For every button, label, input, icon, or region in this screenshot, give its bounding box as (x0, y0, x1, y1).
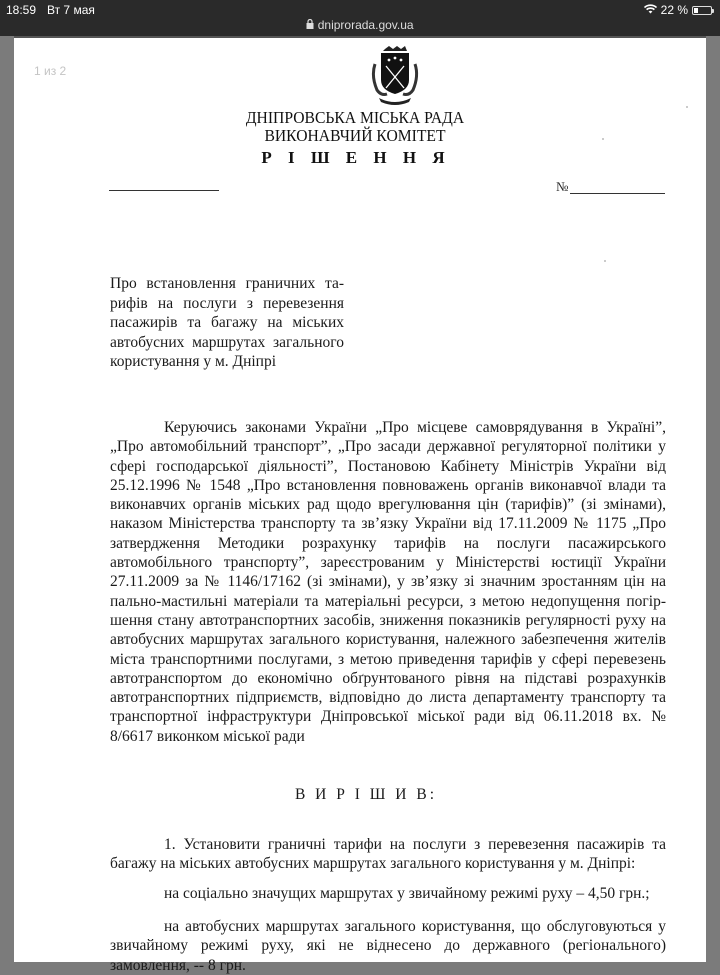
wifi-icon (644, 3, 657, 17)
status-bar (0, 0, 720, 36)
council-name: ДНІПРОВСЬКА МІСЬКА РАДА (245, 108, 465, 127)
status-time: 18:59 (6, 3, 37, 17)
number-label: № (556, 179, 569, 194)
number-blank-line (570, 193, 665, 194)
url-text[interactable]: dniprorada.gov.ua (317, 18, 414, 32)
tariff-social-routes: на соціально значущих маршрутах у звичайному режимі руху – 4,50 грн.; (164, 885, 650, 902)
url-bar[interactable] (0, 18, 720, 32)
decided-heading: В И Р І Ш И В: (294, 786, 438, 803)
item-1-paragraph: 1. Установити граничні тарифи на послуги з перевезення пасажирів та багажу на міських автобусних маршрутах загального користування у м. Дніпрі: (110, 836, 666, 873)
page-indicator: 1 из 2 (34, 64, 67, 78)
scan-speck (604, 260, 606, 262)
tariff-regular-routes: на автобусних маршрутах загального користування, що обслуговуються у звичайному режимі руху, які не віднесено до державного (регіонального) замовлення, -- 8 грн. (110, 918, 666, 974)
decision-subject: Про встановлення граничних та-рифів на послуги з перевезення пасажирів та багажу на міських автобусних маршрутах загального користування у м. Дніпрі (110, 275, 344, 370)
battery-percent: 22 % (660, 3, 688, 17)
status-date: Вт 7 мая (47, 3, 95, 17)
scan-speck (602, 138, 604, 140)
date-blank-line (109, 190, 219, 191)
scan-speck (686, 106, 688, 108)
committee-name: ВИКОНАВЧИЙ КОМІТЕТ (264, 126, 446, 145)
coat-of-arms-icon (367, 46, 423, 108)
preamble-paragraph: Керуючись законами України „Про місцеве самоврядування в Україні”, „Про автомобільний транспорт”, „Про засади державної регуляторної політики у сфері господарської діяльності”, Постановою Кабінету Міністрів України від 25.12.1996 № 1548 „Про встановлення повноважень органів виконавчої влади та виконавчих органів міських рад щодо врегулювання цін (тарифів)” (зі змінами), наказом Міністерства транспорту та зв’язку України від 17.11.2009 № 1175 „Про затвердження Методики розрахунку тарифів на послуги пасажирського автомобільного транспорту”, зареєстрованим у Міністерстві юстиції України 27.11.2009 за № 1146/17162 (зі змінами), у зв’язку зі значним зростанням цін на пально-мастильні матеріали та матеріальні ресурси, з метою недопущення погір-шення стану автотранспортних засобів, зниження показників регулярності руху на автобусних маршрутах загального користування, належного забезпечення жителів міста транспортними послугами, з метою приведення тарифів у сфері перевезень автотранспортом до економічно обґрунтованого рівня на підставі розрахунків автотранспортних підприємств, відповідно до листа департаменту транспорту та транспортної інфраструктури Дніпровської міської ради від 06.11.2018 вх. № 8/6617 виконком міської ради (110, 419, 666, 745)
battery-icon (692, 6, 712, 15)
document-page[interactable] (14, 36, 706, 974)
status-right (644, 3, 712, 17)
lock-icon (306, 18, 317, 32)
document-type: Р І Ш Е Н Н Я (261, 148, 451, 167)
